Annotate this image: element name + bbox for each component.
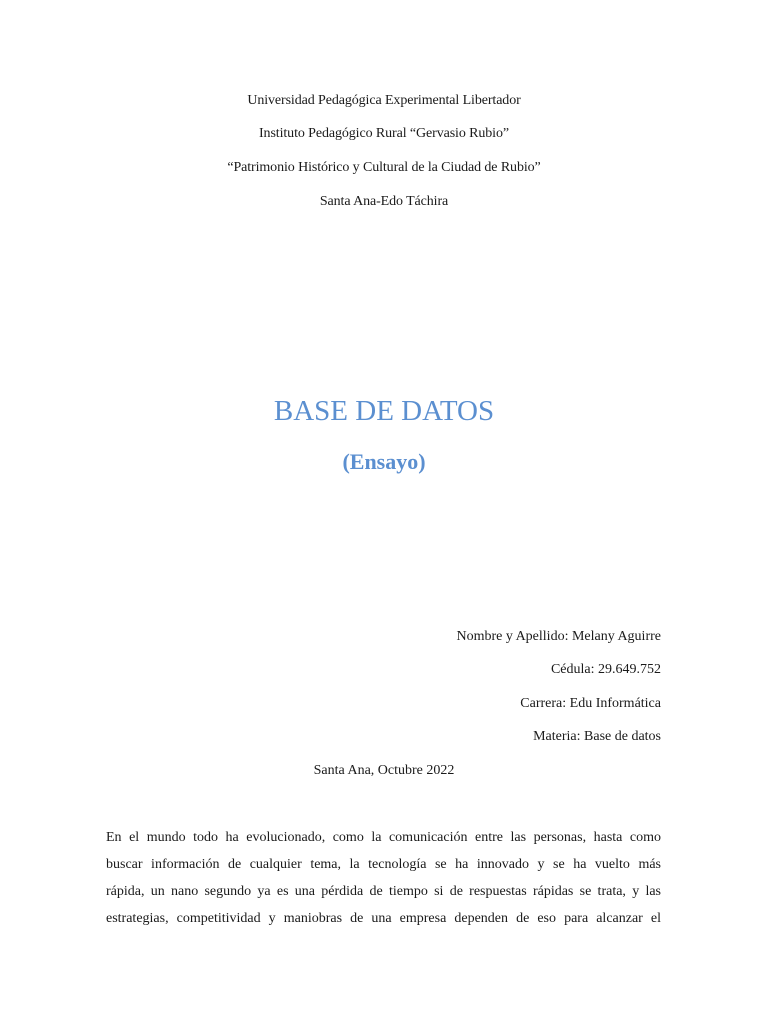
body-line: estrategias, competitividad y maniobras de una empresa dependen de eso para alcanzar el (106, 911, 661, 926)
location-line: Santa Ana-Edo Táchira (319, 194, 449, 209)
student-subject: Materia: Base de datos (533, 729, 661, 744)
document-subtitle: (Ensayo) (342, 449, 426, 474)
essay-body (106, 824, 661, 932)
student-name: Nombre y Apellido: Melany Aguirre (456, 629, 661, 644)
project-name: “Patrimonio Histórico y Cultural de la Ciudad de Rubio” (227, 160, 541, 175)
place-date: Santa Ana, Octubre 2022 (313, 763, 455, 778)
university-name: Universidad Pedagógica Experimental Libertador (247, 93, 521, 108)
document-title: BASE DE DATOS (273, 395, 495, 427)
body-line: rápida, un nano segundo ya es una pérdida de tiempo si de respuestas rápidas se trata, y las (106, 884, 661, 899)
institute-name: Instituto Pedagógico Rural “Gervasio Rubio” (259, 126, 509, 141)
student-career: Carrera: Edu Informática (520, 696, 661, 711)
body-line: buscar información de cualquier tema, la tecnología se ha innovado y se ha vuelto más (106, 857, 661, 872)
body-line: En el mundo todo ha evolucionado, como la comunicación entre las personas, hasta como (106, 830, 661, 845)
student-id: Cédula: 29.649.752 (550, 662, 661, 677)
